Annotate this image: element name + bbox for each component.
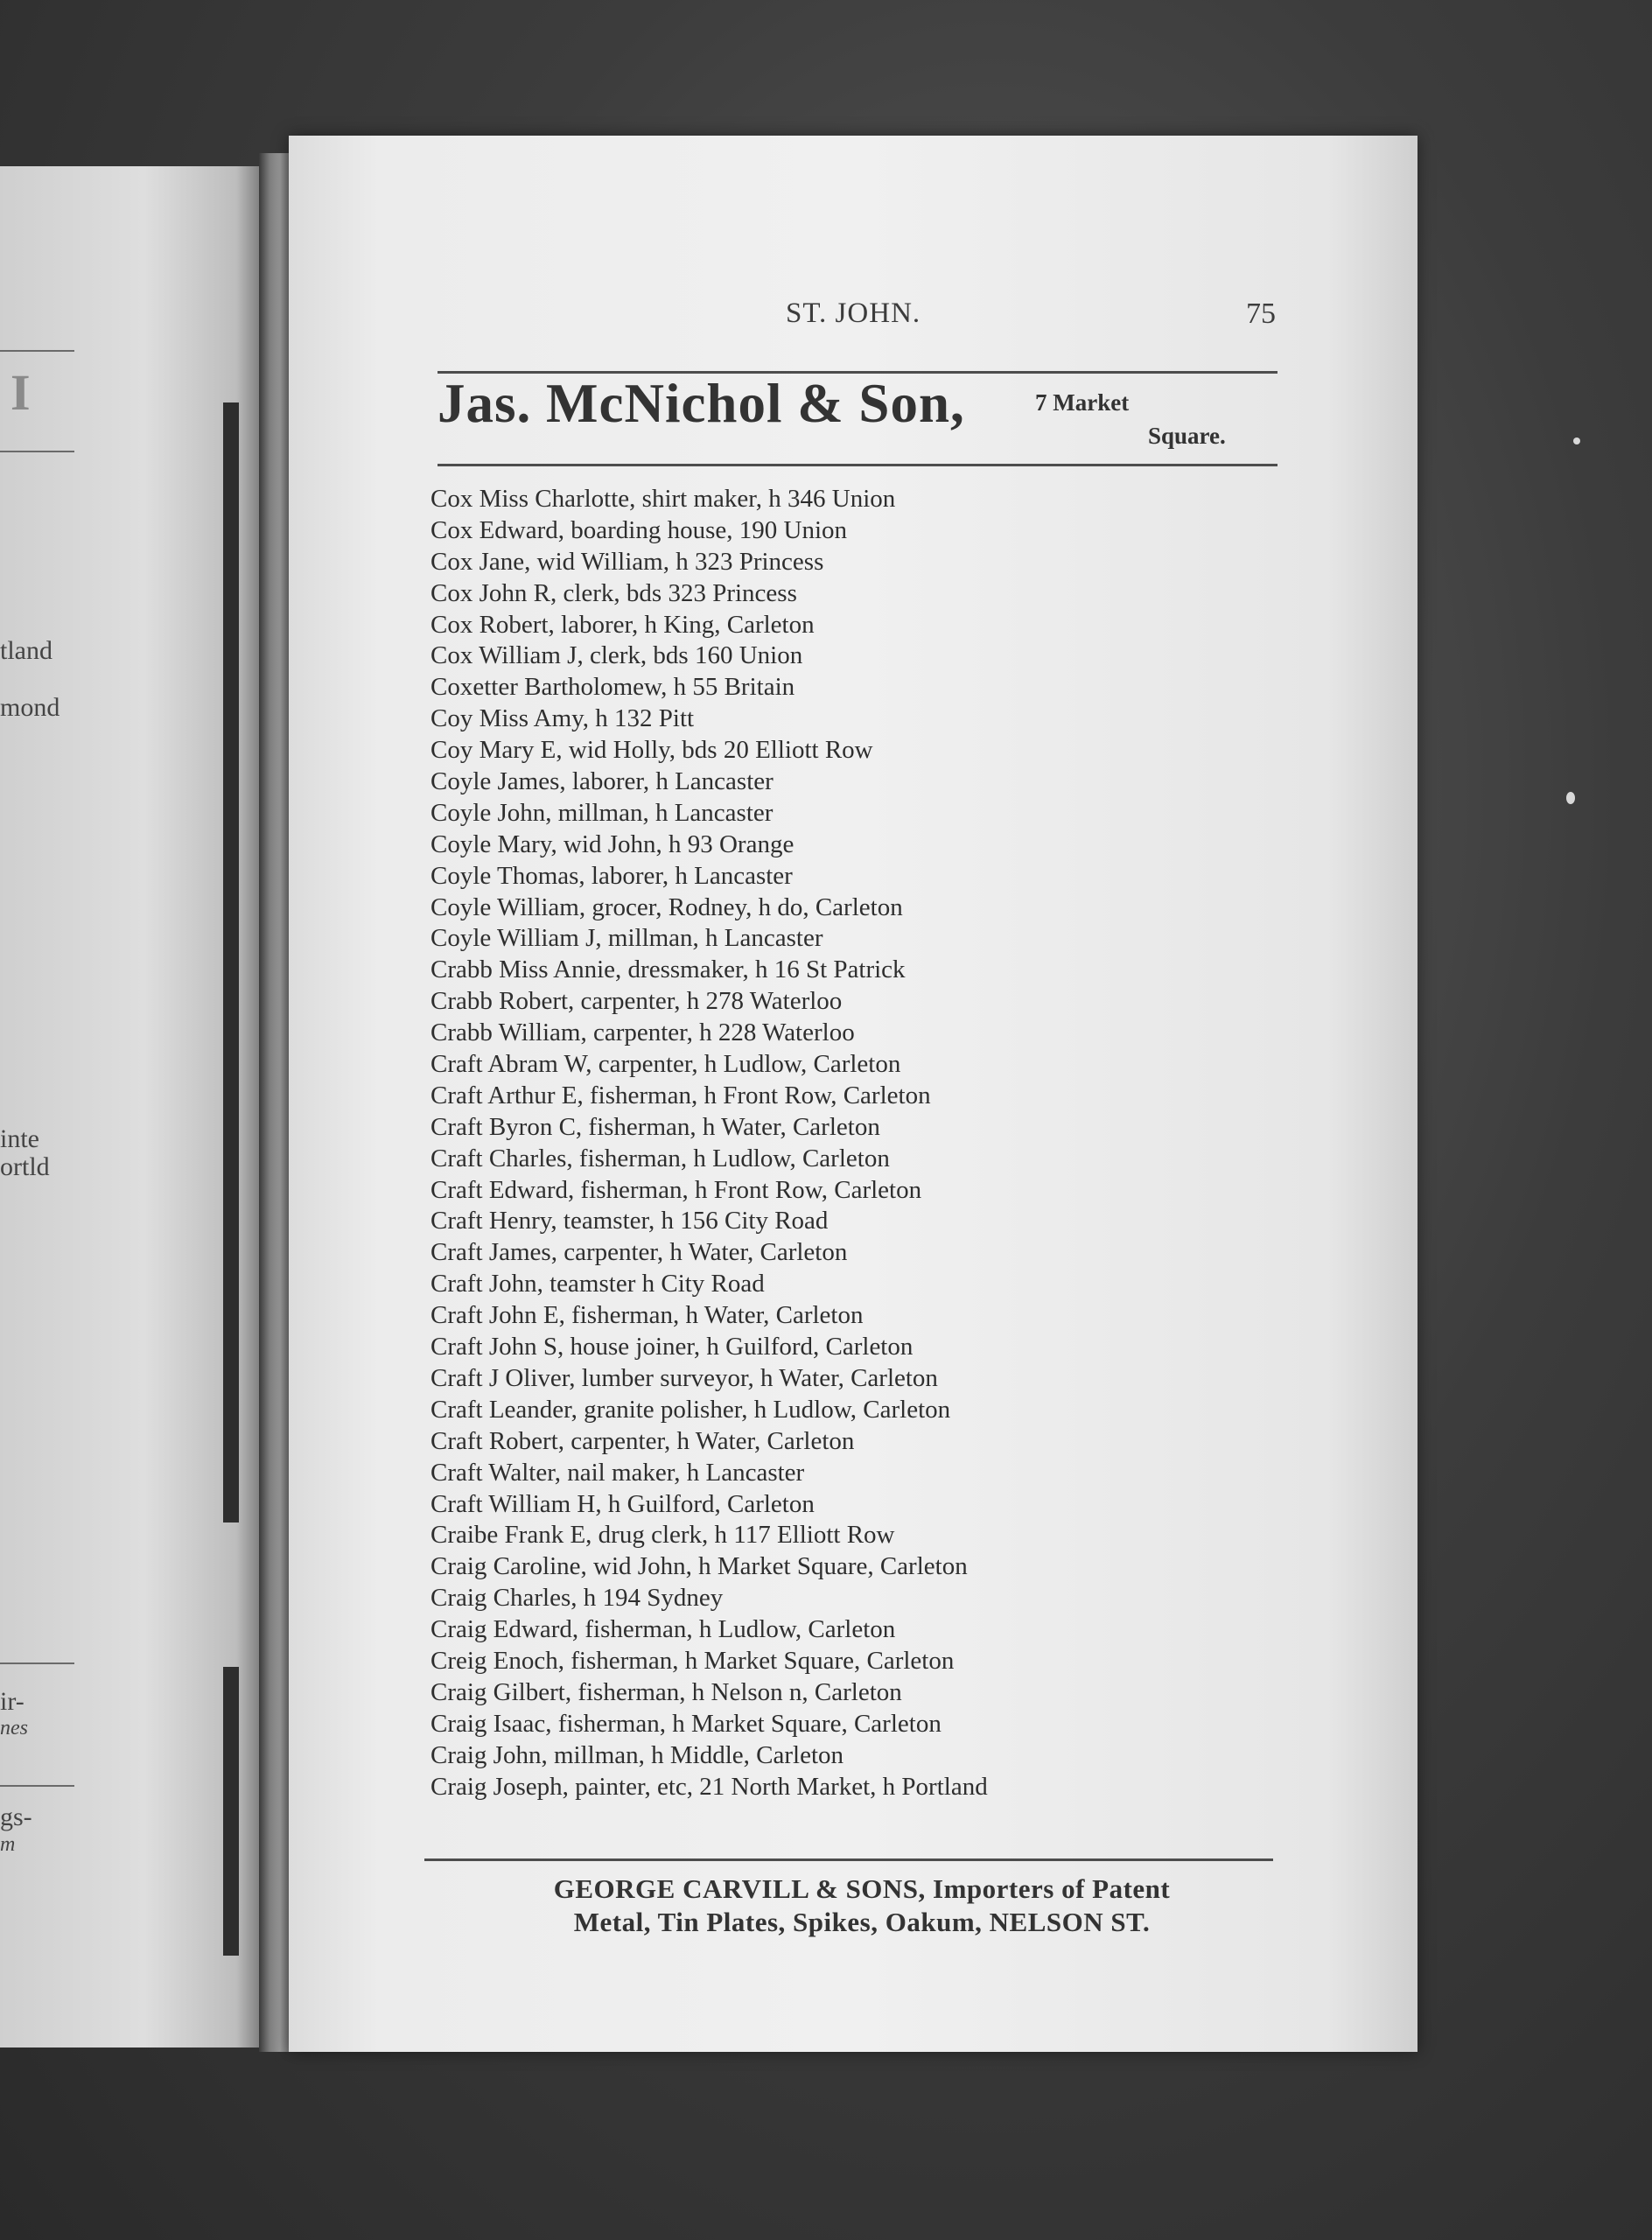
advertiser-name: Jas. McNichol & Son, (438, 373, 965, 434)
header-rule-bottom (438, 464, 1278, 466)
directory-entry: Coyle Mary, wid John, h 93 Orange (430, 830, 794, 858)
directory-entry: Craft Walter, nail maker, h Lancaster (430, 1458, 805, 1487)
footer-rule (424, 1858, 1273, 1861)
directory-entry: Coyle Thomas, laborer, h Lancaster (430, 861, 793, 890)
directory-entry: Craft Robert, carpenter, h Water, Carleton (430, 1426, 855, 1455)
directory-entry: Craft J Oliver, lumber surveyor, h Water, Carleton (430, 1363, 938, 1392)
directory-entry: Cox Robert, laborer, h King, Carleton (430, 610, 815, 639)
directory-entry: Craig Charles, h 194 Sydney (430, 1584, 724, 1613)
directory-entry: Coxetter Bartholomew, h 55 Britain (430, 673, 795, 702)
header-advertisement (438, 372, 1278, 459)
directory-entry: Crabb Miss Annie, dressmaker, h 16 St Patrick (430, 956, 906, 984)
directory-entry: Coy Mary E, wid Holly, bds 20 Elliott Row (430, 736, 873, 765)
directory-entry: Craibe Frank E, drug clerk, h 117 Elliott Row (430, 1521, 895, 1550)
directory-entry: Coyle John, millman, h Lancaster (430, 798, 774, 827)
left-page-fragment: mond (0, 693, 60, 722)
left-page-fragment: inte (0, 1124, 39, 1153)
directory-entry: Craft Henry, teamster, h 156 City Road (430, 1207, 829, 1236)
directory-entry: Coyle William, grocer, Rodney, h do, Carleton (430, 892, 903, 921)
directory-entry: Creig Enoch, fisherman, h Market Square, Carleton (430, 1646, 955, 1675)
directory-entry: Craig Gilbert, fisherman, h Nelson n, Carleton (430, 1677, 902, 1706)
advertiser-address-line2: Square. (1148, 423, 1226, 449)
spine-binding-strip (223, 1667, 239, 1956)
directory-entry: Craig Isaac, fisherman, h Market Square, Carleton (430, 1709, 942, 1738)
directory-entry: Cox William J, clerk, bds 160 Union (430, 641, 803, 670)
directory-entry: Crabb William, carpenter, h 228 Waterloo (430, 1018, 855, 1047)
paper-speck (1573, 438, 1580, 444)
left-page-fragment: tland (0, 636, 52, 665)
running-head: ST. JOHN. (786, 298, 921, 329)
directory-entry: Cox John R, clerk, bds 323 Princess (430, 578, 797, 607)
directory-entry: Craig Edward, fisherman, h Ludlow, Carleton (430, 1615, 896, 1644)
directory-entry: Craft Arthur E, fisherman, h Front Row, Carleton (430, 1081, 931, 1110)
directory-entry: Craft Leander, granite polisher, h Ludlow, Carleton (430, 1395, 951, 1424)
directory-entry: Cox Edward, boarding house, 190 Union (430, 515, 848, 544)
directory-entry: Craft James, carpenter, h Water, Carleton (430, 1238, 848, 1267)
footer-ad-line1: GEORGE CARVILL & SONS, Importers of Patent (553, 1873, 1171, 1904)
directory-entry: Craft William H, h Guilford, Carleton (430, 1489, 815, 1518)
left-page-fragment: m (0, 1833, 16, 1856)
directory-entry: Craft Abram W, carpenter, h Ludlow, Carleton (430, 1050, 901, 1079)
directory-entries (430, 484, 1306, 1802)
directory-entry: Cox Jane, wid William, h 323 Princess (430, 547, 824, 576)
left-page-heading-fragment: I (10, 364, 31, 421)
paper-speck (1566, 792, 1575, 804)
advertiser-address-line1: 7 Market (1035, 389, 1130, 416)
left-page-fragment: ortld (0, 1152, 50, 1181)
left-page-rule (0, 350, 74, 352)
footer-ad-line2: Metal, Tin Plates, Spikes, Oakum, NELSON ST. (573, 1907, 1151, 1937)
left-page-fragment: ir- (0, 1687, 24, 1716)
directory-entry: Craft Charles, fisherman, h Ludlow, Carleton (430, 1144, 890, 1172)
left-page-fragment: nes (0, 1717, 28, 1740)
directory-entry: Crabb Robert, carpenter, h 278 Waterloo (430, 987, 843, 1016)
directory-entry: Craig John, millman, h Middle, Carleton (430, 1740, 844, 1769)
directory-entry: Craft John, teamster h City Road (430, 1270, 765, 1298)
directory-entry: Coyle James, laborer, h Lancaster (430, 767, 774, 796)
spine-binding-strip (223, 402, 239, 1522)
directory-entry: Craft Edward, fisherman, h Front Row, Carleton (430, 1175, 922, 1204)
directory-entry: Craft John E, fisherman, h Water, Carleton (430, 1301, 864, 1330)
directory-entry: Coyle William J, millman, h Lancaster (430, 924, 823, 953)
directory-entry: Craig Joseph, painter, etc, 21 North Market, h Portland (430, 1772, 988, 1801)
directory-entry: Craig Caroline, wid John, h Market Square, Carleton (430, 1552, 968, 1581)
footer-advertisement (424, 1872, 1299, 1939)
left-page-fragment: gs- (0, 1802, 32, 1831)
left-page-rule (0, 1662, 74, 1664)
left-page-rule (0, 451, 74, 452)
directory-entry: Craft Byron C, fisherman, h Water, Carleton (430, 1112, 880, 1141)
directory-entry: Craft John S, house joiner, h Guilford, Carleton (430, 1333, 914, 1362)
directory-entry: Coy Miss Amy, h 132 Pitt (430, 704, 695, 733)
directory-entry: Cox Miss Charlotte, shirt maker, h 346 Union (430, 485, 896, 513)
page-number: 75 (1246, 298, 1276, 330)
left-page-rule (0, 1785, 74, 1787)
